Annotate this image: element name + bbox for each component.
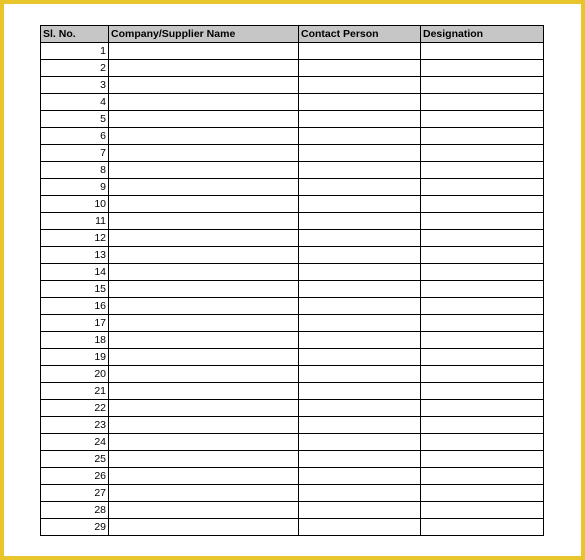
contact-person-cell[interactable] (299, 162, 421, 179)
designation-cell[interactable] (421, 315, 544, 332)
table-row (41, 519, 544, 536)
table-row (41, 128, 544, 145)
designation-cell[interactable] (421, 213, 544, 230)
table-row (41, 43, 544, 60)
sl-no-cell: 13 (41, 247, 109, 264)
contact-person-cell[interactable] (299, 519, 421, 536)
contact-person-cell[interactable] (299, 264, 421, 281)
header-row (41, 26, 544, 43)
sl-no-cell: 28 (41, 502, 109, 519)
company-supplier-name-cell[interactable] (109, 179, 299, 196)
sl-no-cell: 26 (41, 468, 109, 485)
contact-person-cell[interactable] (299, 213, 421, 230)
table-row (41, 264, 544, 281)
header-contact-person: Contact Person (299, 26, 421, 43)
sl-no-cell: 3 (41, 77, 109, 94)
table-row (41, 281, 544, 298)
sl-no-cell: 17 (41, 315, 109, 332)
table-row (41, 213, 544, 230)
contact-person-cell[interactable] (299, 485, 421, 502)
header-designation: Designation (421, 26, 544, 43)
company-supplier-name-cell[interactable] (109, 281, 299, 298)
company-supplier-name-cell[interactable] (109, 162, 299, 179)
company-supplier-name-cell[interactable] (109, 145, 299, 162)
table-row (41, 417, 544, 434)
company-supplier-name-cell[interactable] (109, 77, 299, 94)
company-supplier-name-cell[interactable] (109, 400, 299, 417)
designation-cell[interactable] (421, 43, 544, 60)
table-row (41, 366, 544, 383)
designation-cell[interactable] (421, 128, 544, 145)
company-supplier-name-cell[interactable] (109, 332, 299, 349)
designation-cell[interactable] (421, 60, 544, 77)
table-row (41, 502, 544, 519)
contact-person-cell[interactable] (299, 196, 421, 213)
contact-person-cell[interactable] (299, 417, 421, 434)
sl-no-cell: 5 (41, 111, 109, 128)
designation-cell[interactable] (421, 264, 544, 281)
designation-cell[interactable] (421, 145, 544, 162)
table-row (41, 111, 544, 128)
header-sl-no: Sl. No. (41, 26, 109, 43)
table-row (41, 332, 544, 349)
sl-no-cell: 21 (41, 383, 109, 400)
contact-person-cell[interactable] (299, 400, 421, 417)
designation-cell[interactable] (421, 332, 544, 349)
sl-no-cell: 6 (41, 128, 109, 145)
company-supplier-name-cell[interactable] (109, 247, 299, 264)
sl-no-cell: 12 (41, 230, 109, 247)
sl-no-cell: 2 (41, 60, 109, 77)
company-supplier-name-cell[interactable] (109, 519, 299, 536)
table-row (41, 349, 544, 366)
sl-no-cell: 19 (41, 349, 109, 366)
company-supplier-name-cell[interactable] (109, 128, 299, 145)
designation-cell[interactable] (421, 94, 544, 111)
company-supplier-name-cell[interactable] (109, 213, 299, 230)
sl-no-cell: 24 (41, 434, 109, 451)
company-supplier-name-cell[interactable] (109, 434, 299, 451)
company-supplier-name-cell[interactable] (109, 43, 299, 60)
table-row (41, 179, 544, 196)
table-row (41, 247, 544, 264)
company-supplier-name-cell[interactable] (109, 60, 299, 77)
company-supplier-name-cell[interactable] (109, 451, 299, 468)
company-supplier-name-cell[interactable] (109, 94, 299, 111)
sl-no-cell: 4 (41, 94, 109, 111)
contact-person-cell[interactable] (299, 77, 421, 94)
contact-person-cell[interactable] (299, 128, 421, 145)
contact-person-cell[interactable] (299, 247, 421, 264)
company-supplier-name-cell[interactable] (109, 264, 299, 281)
designation-cell[interactable] (421, 383, 544, 400)
sl-no-cell: 15 (41, 281, 109, 298)
company-supplier-name-cell[interactable] (109, 383, 299, 400)
sl-no-cell: 10 (41, 196, 109, 213)
table-row (41, 383, 544, 400)
contact-person-cell[interactable] (299, 60, 421, 77)
table-row (41, 468, 544, 485)
contact-person-cell[interactable] (299, 468, 421, 485)
company-supplier-name-cell[interactable] (109, 485, 299, 502)
designation-cell[interactable] (421, 111, 544, 128)
sl-no-cell: 27 (41, 485, 109, 502)
company-supplier-name-cell[interactable] (109, 417, 299, 434)
designation-cell[interactable] (421, 400, 544, 417)
table-row (41, 230, 544, 247)
company-supplier-name-cell[interactable] (109, 502, 299, 519)
sl-no-cell: 20 (41, 366, 109, 383)
designation-cell[interactable] (421, 519, 544, 536)
designation-cell[interactable] (421, 434, 544, 451)
contact-person-cell[interactable] (299, 502, 421, 519)
designation-cell[interactable] (421, 298, 544, 315)
table-row (41, 145, 544, 162)
table-row (41, 298, 544, 315)
contact-person-cell[interactable] (299, 366, 421, 383)
company-supplier-name-cell[interactable] (109, 468, 299, 485)
contact-person-cell[interactable] (299, 145, 421, 162)
contact-person-cell[interactable] (299, 281, 421, 298)
designation-cell[interactable] (421, 468, 544, 485)
company-supplier-name-cell[interactable] (109, 315, 299, 332)
contact-person-cell[interactable] (299, 94, 421, 111)
contact-person-cell[interactable] (299, 349, 421, 366)
table-row (41, 60, 544, 77)
sl-no-cell: 7 (41, 145, 109, 162)
company-supplier-name-cell[interactable] (109, 111, 299, 128)
table-body (41, 43, 544, 536)
company-supplier-name-cell[interactable] (109, 230, 299, 247)
table-row (41, 162, 544, 179)
company-supplier-name-cell[interactable] (109, 196, 299, 213)
contact-person-cell[interactable] (299, 451, 421, 468)
sl-no-cell: 11 (41, 213, 109, 230)
sl-no-cell: 16 (41, 298, 109, 315)
supplier-contact-table (40, 25, 544, 536)
designation-cell[interactable] (421, 485, 544, 502)
contact-person-cell[interactable] (299, 298, 421, 315)
sl-no-cell: 22 (41, 400, 109, 417)
designation-cell[interactable] (421, 196, 544, 213)
company-supplier-name-cell[interactable] (109, 349, 299, 366)
designation-cell[interactable] (421, 349, 544, 366)
table-row (41, 400, 544, 417)
company-supplier-name-cell[interactable] (109, 366, 299, 383)
header-company-supplier-name: Company/Supplier Name (109, 26, 299, 43)
company-supplier-name-cell[interactable] (109, 298, 299, 315)
designation-cell[interactable] (421, 417, 544, 434)
contact-person-cell[interactable] (299, 434, 421, 451)
table-row (41, 94, 544, 111)
contact-person-cell[interactable] (299, 383, 421, 400)
sl-no-cell: 29 (41, 519, 109, 536)
designation-cell[interactable] (421, 77, 544, 94)
contact-person-cell[interactable] (299, 43, 421, 60)
sl-no-cell: 1 (41, 43, 109, 60)
contact-person-cell[interactable] (299, 179, 421, 196)
contact-person-cell[interactable] (299, 230, 421, 247)
contact-person-cell[interactable] (299, 332, 421, 349)
table-row (41, 485, 544, 502)
table-row (41, 451, 544, 468)
sl-no-cell: 8 (41, 162, 109, 179)
designation-cell[interactable] (421, 451, 544, 468)
sl-no-cell: 14 (41, 264, 109, 281)
sl-no-cell: 23 (41, 417, 109, 434)
contact-person-cell[interactable] (299, 111, 421, 128)
designation-cell[interactable] (421, 366, 544, 383)
designation-cell[interactable] (421, 281, 544, 298)
table-row (41, 434, 544, 451)
designation-cell[interactable] (421, 502, 544, 519)
table-row (41, 315, 544, 332)
designation-cell[interactable] (421, 179, 544, 196)
designation-cell[interactable] (421, 230, 544, 247)
designation-cell[interactable] (421, 247, 544, 264)
designation-cell[interactable] (421, 162, 544, 179)
contact-person-cell[interactable] (299, 315, 421, 332)
sl-no-cell: 18 (41, 332, 109, 349)
table-row (41, 77, 544, 94)
table-row (41, 196, 544, 213)
sl-no-cell: 9 (41, 179, 109, 196)
sl-no-cell: 25 (41, 451, 109, 468)
